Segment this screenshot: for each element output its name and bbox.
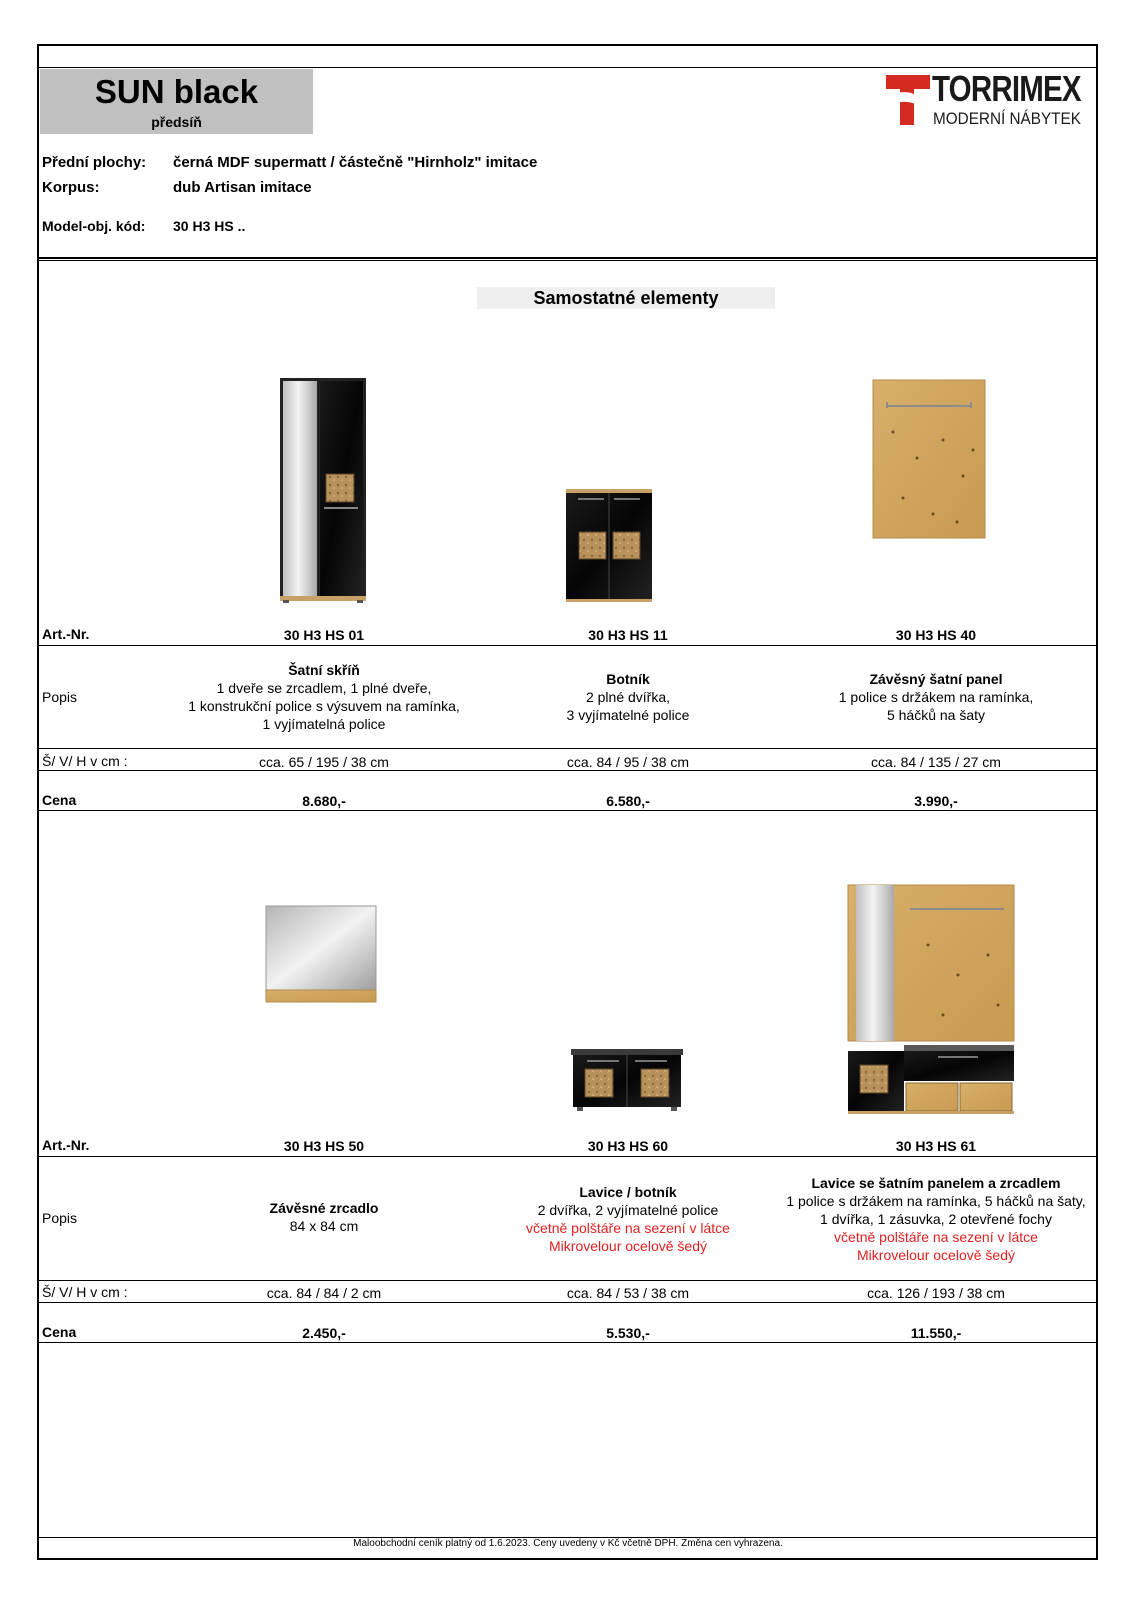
divider [39, 770, 1097, 771]
torrimex-logo-icon [884, 73, 932, 127]
description-line: 1 dveře se zrcadlem, 1 plné dveře, [216, 680, 432, 696]
spec-label-fronts: Přední plochy: [42, 154, 147, 171]
spec-label-body: Korpus: [42, 179, 100, 196]
divider [39, 1342, 1097, 1343]
description-title: Lavice / botník [579, 1184, 677, 1200]
description-line: 1 police s držákem na ramínka, 5 háčků na šaty, [786, 1193, 1086, 1209]
row-label-dims: Š/ V/ H v cm : [42, 1284, 128, 1300]
description-line: 3 vyjímatelné police [566, 707, 690, 723]
section-title: Samostatné elementy [477, 287, 775, 309]
brand-tagline: MODERNÍ NÁBYTEK [933, 109, 1081, 128]
brand-logo [884, 68, 1084, 130]
divider [39, 1280, 1097, 1281]
wardrobe-with-mirror-icon [280, 378, 366, 604]
description-title: Lavice se šatním panelem a zrcadlem [811, 1175, 1061, 1191]
description-title: Botník [606, 671, 650, 687]
divider [39, 260, 1097, 261]
description-line: 1 vyjímatelná police [262, 716, 386, 732]
description-note: včetně polštáře na sezení v látce [834, 1229, 1038, 1245]
footer-note: Maloobchodní ceník platný od 1.6.2023. Ceny uvedeny v Kč včetně DPH. Změna cen vyhrazena. [353, 1538, 783, 1549]
description-line: 1 konstrukční police s výsuvem na ramínka, [188, 698, 460, 714]
art-number: 30 H3 HS 11 [588, 627, 668, 643]
dimensions: cca. 84 / 95 / 38 cm [566, 754, 690, 770]
page-subtitle: předsíň [151, 114, 202, 130]
art-number: 30 H3 HS 60 [587, 1138, 669, 1154]
spec-value-body: dub Artisan imitace [173, 179, 312, 196]
row-label-cena: Cena [42, 1324, 77, 1340]
divider [39, 748, 1097, 749]
row-label-art: Art.-Nr. [42, 1137, 90, 1153]
dimensions: cca. 84 / 135 / 27 cm [871, 754, 1001, 770]
divider [39, 1156, 1097, 1157]
divider [39, 1302, 1097, 1303]
description [786, 670, 1086, 724]
description [174, 661, 474, 733]
description-line: 84 x 84 cm [289, 1218, 359, 1234]
divider [39, 257, 1097, 259]
description-line: 1 dvířka, 1 zásuvka, 2 otevřené fochy [820, 1211, 1052, 1227]
divider [39, 810, 1097, 811]
art-number: 30 H3 HS 61 [895, 1138, 977, 1154]
divider [39, 645, 1097, 646]
price: 2.450,- [302, 1325, 346, 1341]
description-line: 5 háčků na šaty [886, 707, 986, 723]
price: 11.550,- [910, 1325, 962, 1341]
dimensions: cca. 126 / 193 / 38 cm [867, 1285, 1005, 1301]
description-title: Šatní skříň [288, 662, 360, 678]
description [478, 670, 778, 724]
dimensions: cca. 65 / 195 / 38 cm [259, 754, 389, 770]
description-note: Mikrovelour ocelově šedý [549, 1238, 707, 1254]
description-title: Závěsný šatní panel [869, 671, 1003, 687]
spec-value-model-code: 30 H3 HS .. [173, 218, 246, 234]
row-label-popis: Popis [42, 689, 78, 705]
price: 8.680,- [302, 793, 346, 809]
dimensions: cca. 84 / 84 / 2 cm [266, 1285, 382, 1301]
row-label-art: Art.-Nr. [42, 626, 90, 642]
wall-mirror-icon [266, 906, 376, 1006]
page-title: SUN black [94, 73, 259, 110]
spec-value-fronts: černá MDF supermatt / částečně "Hirnholz" imitace [173, 154, 538, 171]
dimensions: cca. 84 / 53 / 38 cm [566, 1285, 690, 1301]
price: 6.580,- [606, 793, 650, 809]
description [478, 1183, 778, 1255]
art-number: 30 H3 HS 01 [283, 627, 365, 643]
shoe-cabinet-icon [566, 489, 652, 603]
description-line: 2 plné dvířka, [585, 689, 671, 705]
description-line: 2 dvířka, 2 vyjímatelné police [537, 1202, 719, 1218]
art-number: 30 H3 HS 40 [895, 627, 977, 643]
row-label-dims: Š/ V/ H v cm : [42, 753, 128, 769]
title-box [40, 69, 313, 134]
art-number: 30 H3 HS 50 [283, 1138, 365, 1154]
description-title: Závěsné zrcadlo [269, 1200, 379, 1216]
price: 3.990,- [914, 793, 958, 809]
bench-shoe-cabinet-icon [571, 1049, 683, 1113]
wall-coat-panel-icon [873, 380, 985, 540]
description [766, 1174, 1106, 1264]
description-note: Mikrovelour ocelově šedý [857, 1247, 1015, 1263]
description-line: 1 police s držákem na ramínka, [838, 689, 1034, 705]
row-label-popis: Popis [42, 1210, 78, 1226]
price: 5.530,- [606, 1325, 650, 1341]
description [174, 1199, 474, 1235]
brand-name: TORRIMEX [932, 68, 1081, 109]
bench-with-coat-panel-and-mirror-icon [848, 885, 1014, 1117]
spec-label-model-code: Model-obj. kód: [42, 218, 146, 234]
description-note: včetně polštáře na sezení v látce [526, 1220, 730, 1236]
row-label-cena: Cena [42, 792, 77, 808]
